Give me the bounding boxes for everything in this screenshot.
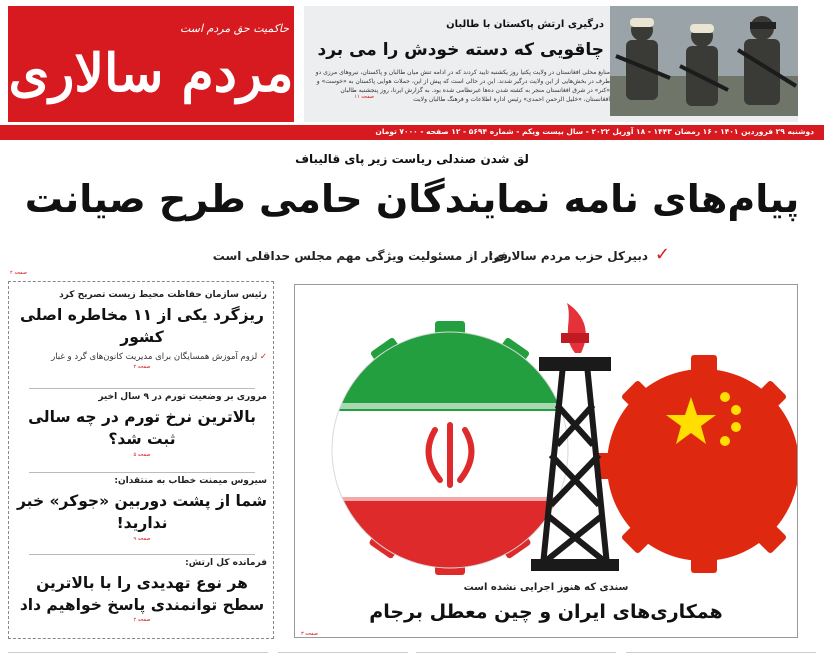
main-headline[interactable]: پیام‌های نامه نمایندگان حامی طرح صیانت <box>24 177 800 221</box>
sidebar-item-headline[interactable]: بالاترین نرخ تورم در چه سالی ثبت شد؟ <box>28 408 256 448</box>
dateline-text: دوشنبه ۲۹ فروردین ۱۴۰۱ - ۱۶ رمضان ۱۴۴۳ - ۱۸ آوریل ۲۰۲۲ - سال بیست ویکم - شماره ۵۶۹۴ - ۱۲ صفحه - ۷۰۰۰ تومان <box>375 127 814 136</box>
iran-china-gears-icon <box>295 285 797 575</box>
teaser-kicker: درگیری ارتش پاکستان با طالبان <box>446 19 604 30</box>
sidebar-item-kicker: مروری بر وضعیت تورم در ۹ سال اخیر <box>98 392 267 402</box>
divider <box>29 388 255 389</box>
sidebar-item-page-ref[interactable]: صفحه ۹ <box>133 536 151 542</box>
main-subdeck <box>150 246 670 268</box>
dateline-bar <box>0 125 824 140</box>
sidebar-item-sub <box>17 352 267 362</box>
lead-kicker: سندی که هنوز اجرایی نشده است <box>463 582 629 593</box>
main-page-ref[interactable]: صفحه ۲ <box>10 270 27 276</box>
footer-segment <box>278 652 408 658</box>
sidebar-item[interactable] <box>9 290 275 370</box>
check-icon: ✓ <box>259 352 267 362</box>
footer-strip <box>0 650 824 658</box>
footer-segment <box>8 652 268 658</box>
sidebar-item-page-ref[interactable]: صفحه ۲ <box>133 617 151 623</box>
teaser-page-ref[interactable]: صفحه ۱۱ <box>354 94 374 100</box>
soldiers-photo-icon <box>610 6 798 116</box>
masthead-logo[interactable] <box>8 6 294 122</box>
subdeck-label: دبیرکل حزب مردم سالاری: <box>488 249 648 263</box>
divider <box>29 472 255 473</box>
check-icon: ✓ <box>654 244 670 265</box>
teaser-headline[interactable]: چاقویی که دسته خودش را می برد <box>317 40 604 60</box>
lead-headline[interactable]: همکاری‌های ایران و چین معطل برجام <box>369 601 723 623</box>
footer-segment <box>626 652 816 658</box>
divider <box>29 554 255 555</box>
sidebar-item-page-ref[interactable]: صفحه ۲ <box>133 364 151 370</box>
sidebar-item-headline[interactable]: شما از پشت دوربین «جوکر» خبر ندارید! <box>17 492 267 532</box>
sidebar-item[interactable] <box>9 476 275 542</box>
sidebar-item-headline[interactable]: ریزگرد یکی از ۱۱ مخاطره اصلی کشور <box>20 306 264 346</box>
sidebar-item-sub-text: لزوم آموزش همسایگان برای مدیریت کانون‌های گرد و غبار <box>51 352 258 362</box>
sidebar-item-kicker: رئیس سازمان حفاظت محیط زیست تصریح کرد <box>59 290 267 300</box>
masthead-motto: حاکمیت حق مردم است <box>180 22 290 35</box>
subdeck-text: فرار از مسئولیت ویژگی مهم مجلس حداقلی است <box>212 249 508 263</box>
teaser-body: منابع محلی افغانستان در ولایت پکتیا روز یکشنبه تایید کردند که در ادامه تنش میان طالبان و پاکستان، نیروهای مرزی دو طرف در بخش‌هایی از این ولایت درگیر شدند. این در حالی است که پیش از این، حملات هوایی پاکستان به «خوست» و «کنر» در شرق افغانستان منجر به کشته شدن ده‌ها غیرنظامی شده بود. به گزارش ایرنا، روز پنجشنبه طالبان افغانستان، «خلیل‌ الرحمن احمدی» رئیس اداره اطلاعات و فرهنگ طالبان ولایت <box>315 69 610 103</box>
sidebar-item-kicker: فرمانده کل ارتش: <box>185 558 267 568</box>
footer-segment <box>416 652 616 658</box>
sidebar-item[interactable] <box>9 392 275 458</box>
sidebar-item-page-ref[interactable]: صفحه ۵ <box>133 452 151 458</box>
teaser-box[interactable] <box>304 6 798 122</box>
lead-story[interactable] <box>294 284 798 638</box>
lead-page-ref[interactable]: صفحه ۳ <box>301 631 318 637</box>
sidebar-item[interactable] <box>9 558 275 623</box>
masthead-title: مردم سالاری <box>8 43 294 104</box>
sidebar-item-kicker: سیروس میمنت خطاب به منتقدان: <box>114 476 267 486</box>
main-kicker: لق شدن صندلی ریاست زیر پای قالیباف <box>295 152 529 166</box>
sidebar-item-headline[interactable]: هر نوع تهدیدی را با بالاترین سطح توانمندی پاسخ خواهیم داد <box>19 574 265 614</box>
sidebar-news <box>8 281 274 639</box>
